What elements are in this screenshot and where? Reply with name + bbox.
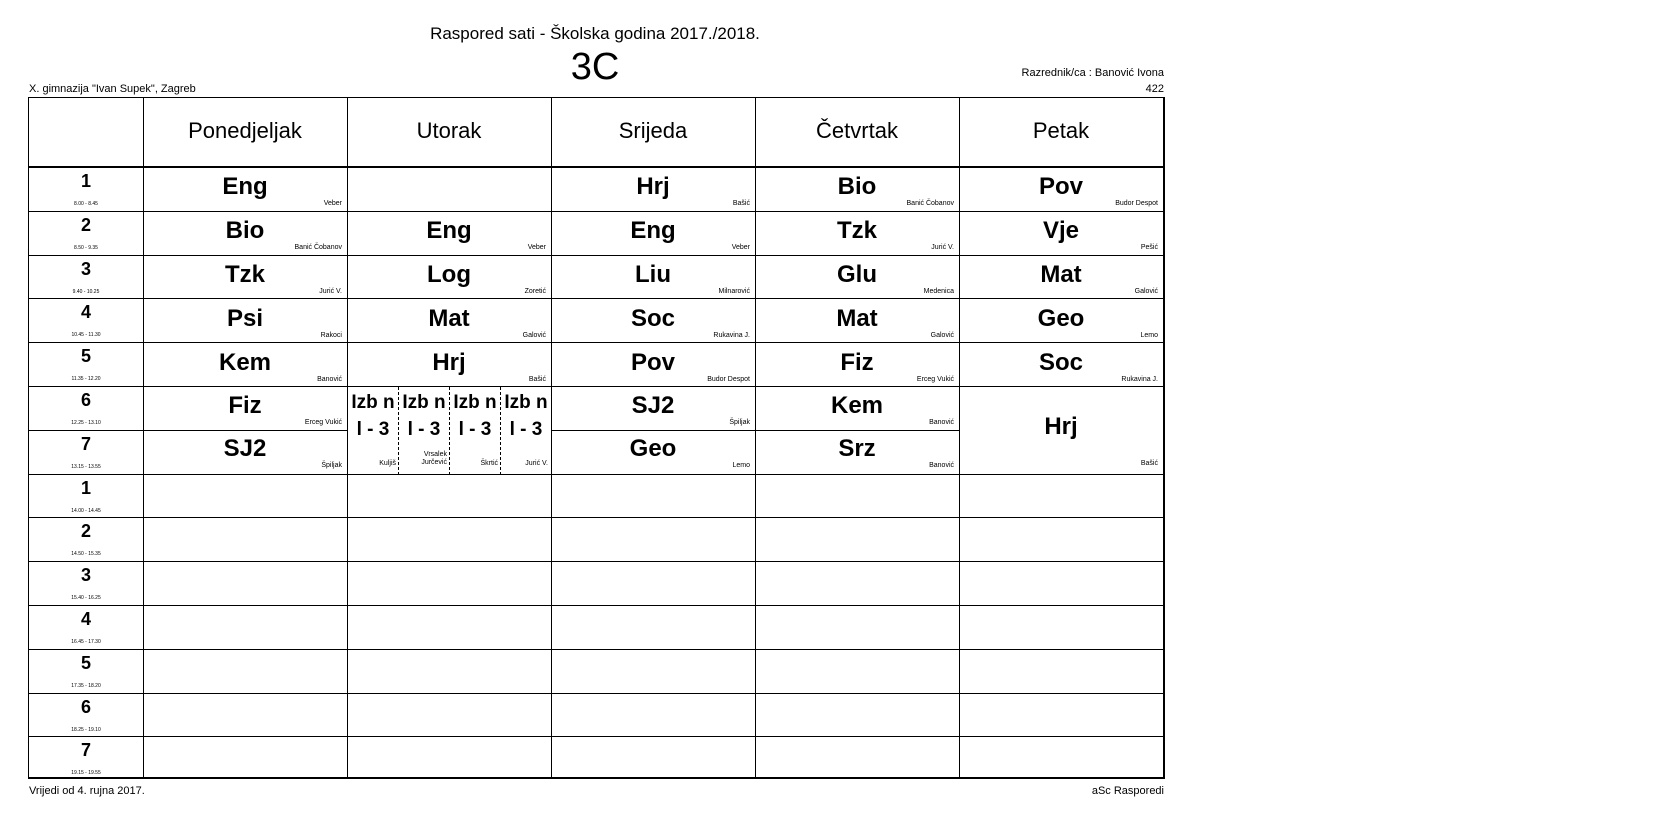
- period-time: 10.45 - 11.30: [71, 332, 101, 339]
- lesson-teacher: Bašić: [1140, 460, 1158, 467]
- lesson-subject: Mat: [1040, 261, 1082, 288]
- lesson-subject: Tzk: [836, 217, 877, 244]
- elective-divider: [398, 387, 399, 475]
- day-header-monday: Ponedjeljak: [188, 118, 302, 143]
- lesson-teacher: Banić Čobanov: [906, 200, 954, 207]
- lesson-teacher: Špiljak: [729, 419, 750, 426]
- lesson-subject: Soc: [1038, 349, 1083, 376]
- class-teacher: Razrednik/ca : Banović Ivona: [1021, 67, 1164, 79]
- elective-subject: Izb n l - 3: [402, 392, 446, 440]
- lesson-subject: Geo: [1037, 305, 1085, 332]
- period-time: 16.45 - 17.30: [71, 639, 101, 645]
- period-number: 2: [80, 214, 91, 235]
- elective-teacher: Kuljiš: [379, 460, 396, 467]
- grid-line: [29, 474, 1163, 475]
- day-header-wednesday: Srijeda: [618, 118, 688, 143]
- grid-line: [29, 211, 1163, 212]
- document-title: Raspored sati - Školska godina 2017./2018.: [430, 24, 760, 43]
- lesson-subject: Kem: [218, 349, 272, 376]
- lesson-teacher: Medenica: [923, 288, 954, 295]
- period-time: 18.25 - 19.10: [71, 726, 101, 733]
- room-number: 422: [1145, 83, 1164, 95]
- lesson-subject: Hrj: [1044, 413, 1078, 440]
- software-name: aSc Rasporedi: [1091, 785, 1164, 797]
- lesson-teacher: Veber: [527, 244, 546, 251]
- school-name: X. gimnazija "Ivan Supek", Zagreb: [29, 83, 196, 95]
- period-number: 3: [80, 258, 91, 279]
- lesson-subject: Glu: [837, 261, 877, 288]
- period-number: 5: [80, 346, 91, 367]
- lesson-teacher: Lemo: [1140, 332, 1158, 339]
- elective-teacher: Škrtić: [480, 460, 498, 467]
- period-time: 14.50 - 15.35: [71, 551, 101, 558]
- lesson-subject: Eng: [426, 217, 472, 244]
- lesson-teacher: Banović: [929, 462, 954, 469]
- valid-from: Vrijedi od 4. rujna 2017.: [29, 785, 145, 797]
- lesson-teacher: Budor Despot: [1115, 200, 1158, 207]
- lesson-subject: Mat: [428, 305, 470, 332]
- elective-subject: Izb n l - 3: [453, 392, 497, 440]
- lesson-teacher: Rakoci: [320, 332, 342, 339]
- grid-line: [29, 166, 1163, 168]
- grid-line: [29, 517, 1163, 518]
- period-number: 7: [80, 740, 91, 761]
- lesson-subject: Eng: [630, 217, 676, 244]
- grid-line: [29, 255, 1163, 256]
- lesson-subject: SJ2: [631, 392, 675, 419]
- period-number: 6: [80, 696, 91, 717]
- lesson-teacher: Erceg Vukić: [304, 419, 342, 426]
- lesson-subject: Bio: [225, 217, 265, 244]
- class-name: 3C: [570, 46, 620, 88]
- lesson-teacher: Pešić: [1140, 244, 1158, 251]
- lesson-subject: Psi: [226, 305, 264, 332]
- day-header-tuesday: Utorak: [416, 118, 482, 143]
- grid-line: [347, 98, 348, 777]
- lesson-teacher: Galović: [930, 332, 954, 339]
- lesson-teacher: Banić Čobanov: [294, 244, 342, 251]
- grid-line: [29, 342, 1163, 343]
- elective-teacher: Vrsalek Jurčević: [421, 451, 447, 466]
- period-time: 8.00 - 8.45: [74, 201, 98, 207]
- elective-subject: Izb n l - 3: [504, 392, 548, 440]
- lesson-teacher: Rukavina J.: [713, 332, 750, 339]
- timetable-grid: [28, 97, 1165, 779]
- period-number: 2: [80, 521, 91, 542]
- period-time: 15.40 - 16.25: [71, 595, 101, 602]
- lesson-teacher: Lemo: [732, 462, 750, 469]
- lesson-teacher: Milnarović: [718, 288, 750, 295]
- lesson-teacher: Veber: [323, 200, 342, 207]
- period-time: 17.35 - 18.20: [71, 682, 101, 689]
- lesson-subject: Kem: [830, 392, 884, 419]
- grid-line: [29, 649, 1163, 650]
- lesson-subject: Fiz: [840, 349, 874, 376]
- lesson-teacher: Rukavina J.: [1121, 376, 1158, 383]
- elective-subject: Izb n l - 3: [351, 392, 395, 440]
- period-number: 5: [80, 652, 91, 673]
- period-time: 14.00 - 14.45: [71, 507, 101, 514]
- lesson-subject: Vje: [1042, 217, 1080, 244]
- grid-line: [29, 605, 1163, 606]
- lesson-teacher: Galović: [1134, 288, 1158, 295]
- grid-line: [29, 386, 1163, 387]
- grid-line: [29, 430, 347, 431]
- lesson-teacher: Bašić: [732, 200, 750, 207]
- period-time: 11.35 - 12.20: [71, 376, 101, 383]
- lesson-subject: Hrj: [432, 349, 466, 376]
- lesson-subject: Hrj: [636, 173, 670, 200]
- grid-line: [29, 298, 1163, 299]
- period-time: 13.15 - 13.55: [71, 463, 101, 470]
- grid-line: [29, 561, 1163, 562]
- lesson-teacher: Špiljak: [321, 462, 342, 469]
- lesson-teacher: Banović: [929, 419, 954, 426]
- period-time: 12.25 - 13.10: [71, 420, 101, 426]
- day-header-thursday: Četvrtak: [816, 118, 898, 143]
- period-time: 9.40 - 10.25: [72, 288, 100, 295]
- lesson-subject: Eng: [222, 173, 268, 200]
- period-number: 1: [80, 171, 91, 191]
- period-number: 4: [80, 609, 91, 629]
- lesson-teacher: Veber: [731, 244, 750, 251]
- lesson-teacher: Banović: [317, 376, 342, 383]
- lesson-subject: Geo: [629, 435, 677, 462]
- period-number: 1: [80, 477, 91, 498]
- day-header-friday: Petak: [1032, 118, 1090, 143]
- lesson-subject: Liu: [635, 261, 671, 288]
- lesson-teacher: Bašić: [528, 376, 546, 383]
- lesson-teacher: Jurić V.: [319, 288, 342, 295]
- period-number: 6: [80, 390, 91, 410]
- grid-line: [551, 430, 959, 431]
- period-time: 19.15 - 19.55: [71, 770, 101, 777]
- lesson-subject: Log: [427, 261, 471, 288]
- lesson-subject: Mat: [836, 305, 878, 332]
- lesson-teacher: Erceg Vukić: [916, 376, 954, 383]
- lesson-teacher: Zoretić: [524, 288, 546, 295]
- grid-line: [29, 736, 1163, 737]
- lesson-subject: SJ2: [223, 435, 267, 462]
- lesson-teacher: Jurić V.: [931, 244, 954, 251]
- lesson-subject: Soc: [630, 305, 675, 332]
- lesson-subject: Tzk: [224, 261, 265, 288]
- lesson-subject: Pov: [1038, 173, 1083, 200]
- elective-teacher: Jurić V.: [525, 460, 548, 467]
- period-number: 4: [80, 302, 91, 323]
- lesson-subject: Bio: [837, 173, 877, 200]
- period-time: 8.50 - 9.35: [74, 244, 98, 251]
- lesson-teacher: Galović: [522, 332, 546, 339]
- lesson-subject: Fiz: [228, 392, 262, 419]
- period-number: 3: [80, 565, 91, 586]
- lesson-subject: Pov: [630, 349, 675, 376]
- lesson-subject: Srz: [838, 435, 876, 462]
- lesson-teacher: Budor Despot: [707, 376, 750, 383]
- grid-line: [29, 693, 1163, 694]
- period-number: 7: [80, 433, 91, 454]
